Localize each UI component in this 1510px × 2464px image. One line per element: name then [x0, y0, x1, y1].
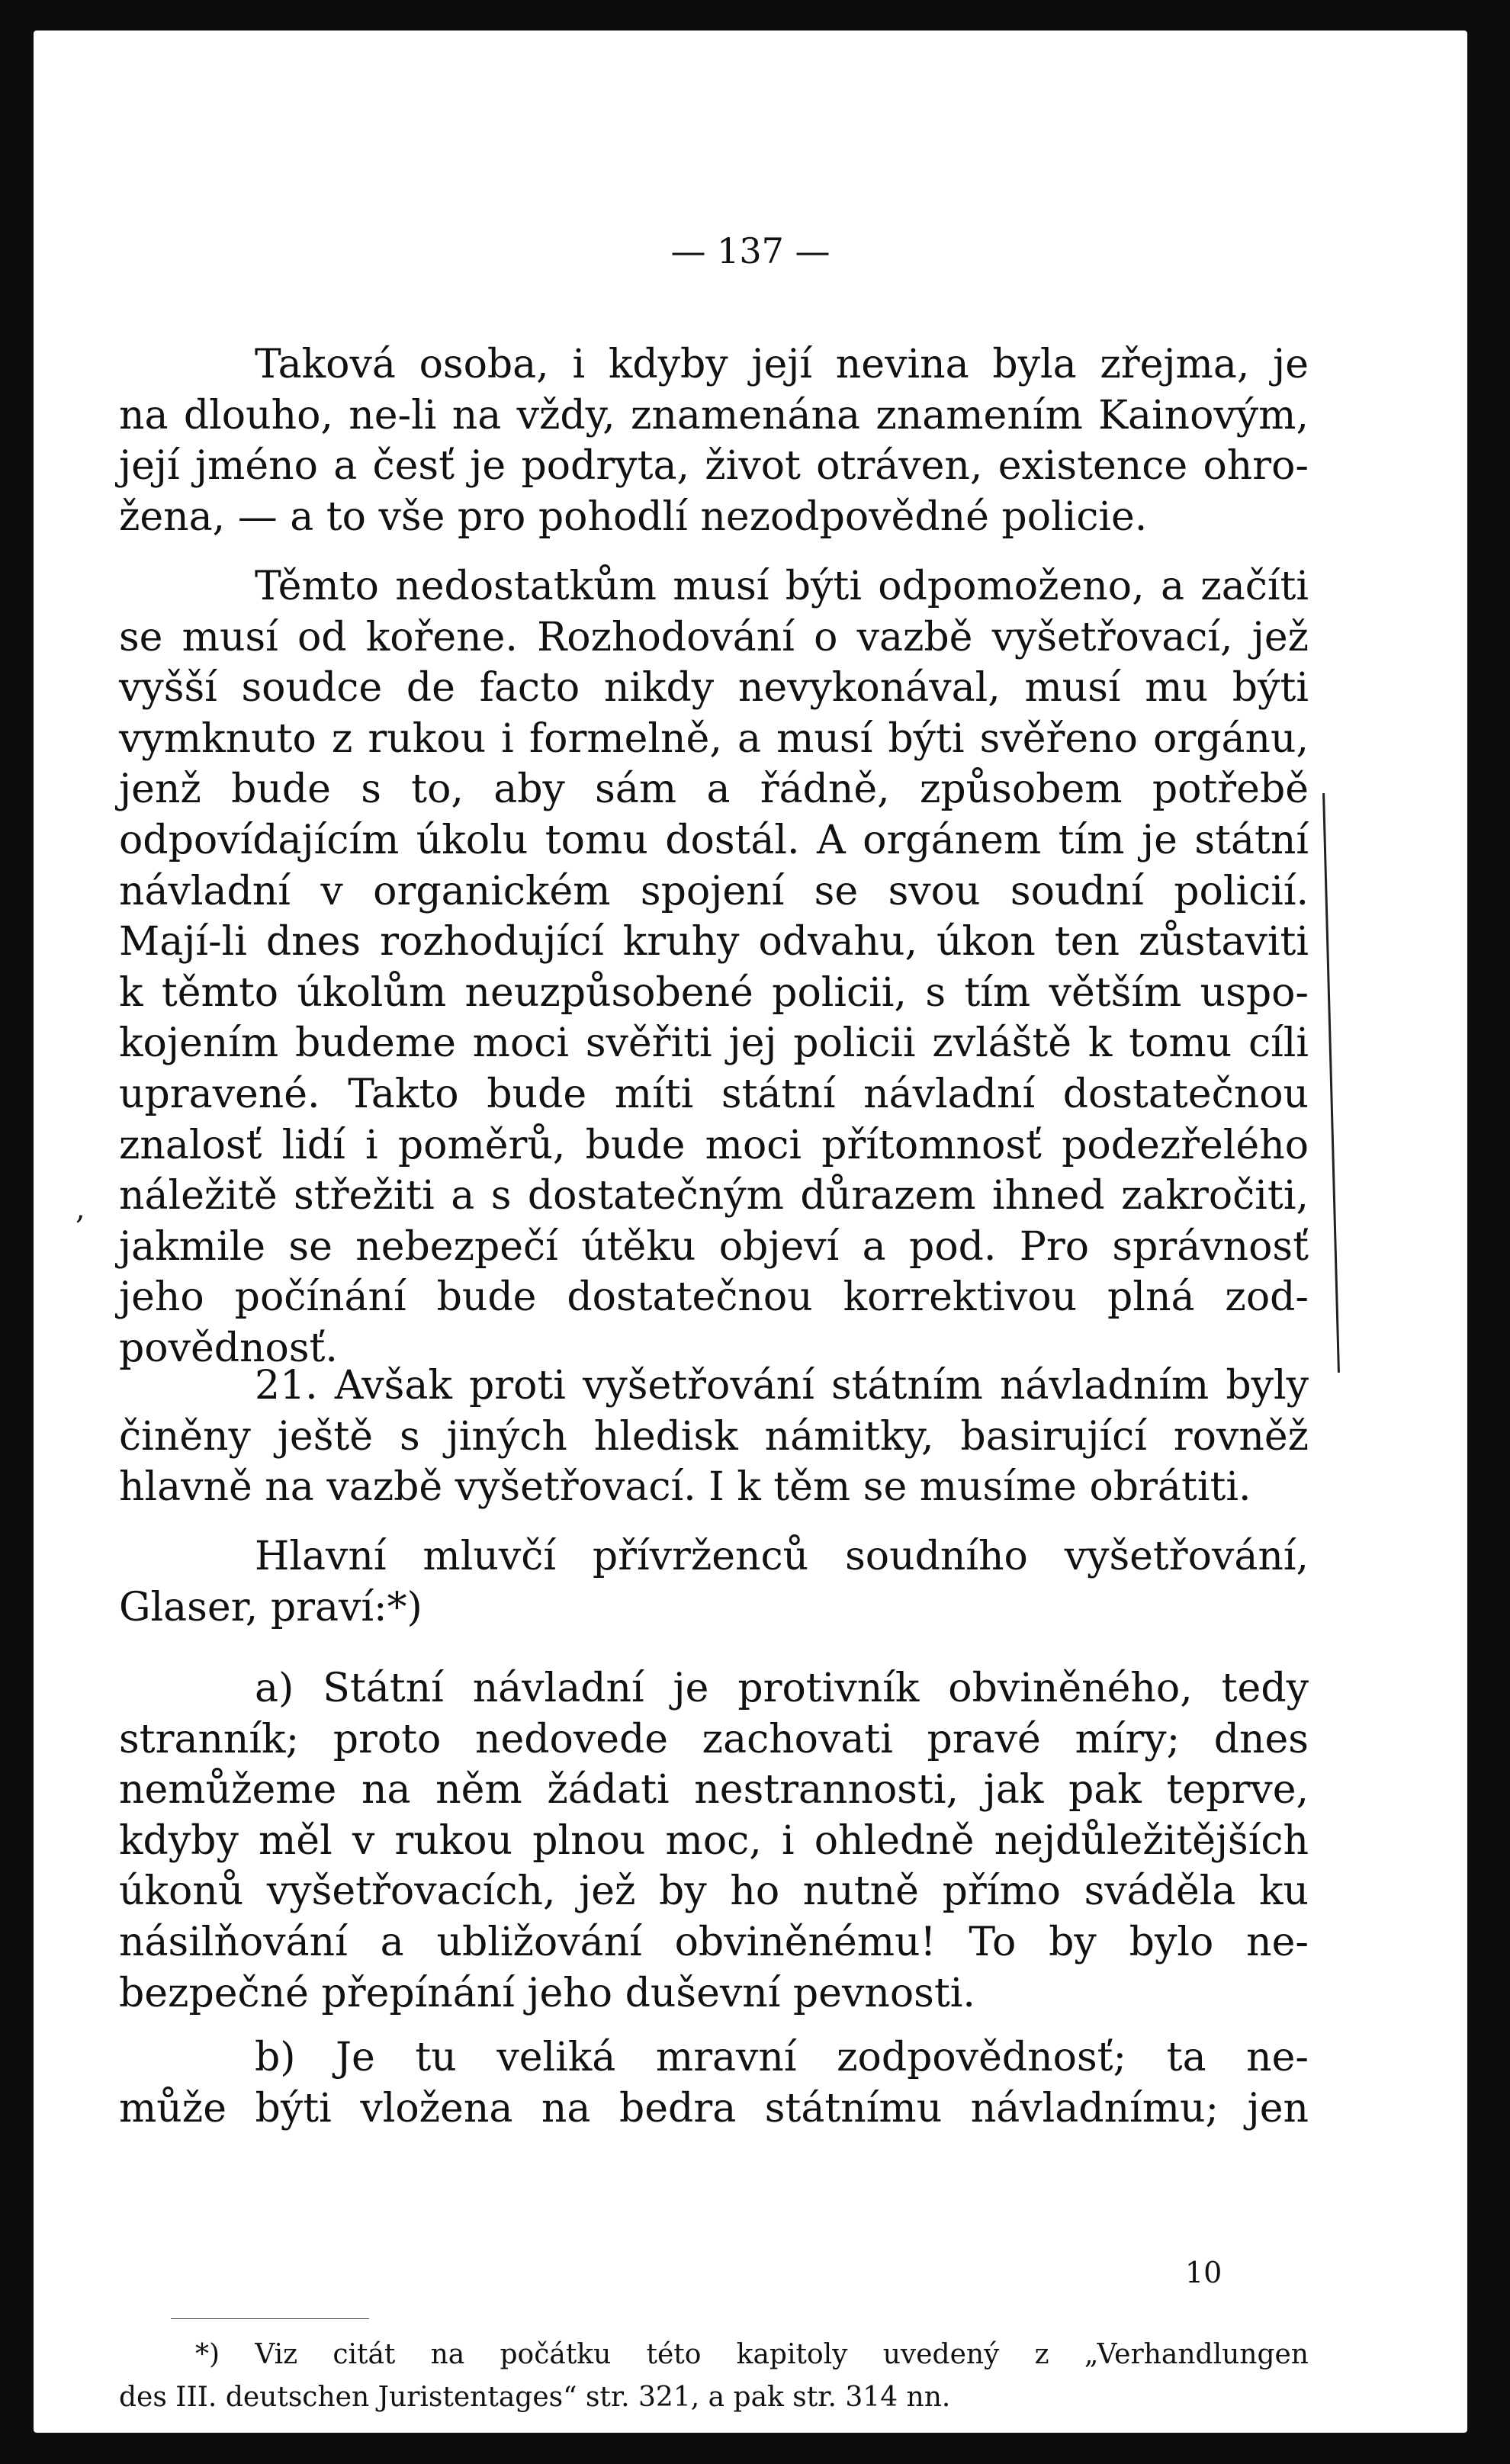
scanned-page — [34, 31, 1467, 2433]
text-line: Mají-li dnes rozhodující kruhy odvahu, úkon ten zůstaviti — [119, 919, 1309, 965]
text-line: povědnosť. — [119, 1325, 338, 1371]
text-line: Hlavní mluvčí přívrženců soudního vyšetřování, — [255, 1534, 1309, 1579]
paragraph-5 — [119, 1663, 1309, 2019]
text-line: b) Je tu veliká mravní zodpovědnosť; ta ne- — [255, 2035, 1309, 2080]
text-line: na dlouho, ne-li na vždy, znamenána znamením Kainovým, — [119, 392, 1309, 439]
text-line: 21. Avšak proti vyšetřování státním návladním byly — [255, 1363, 1309, 1409]
text-line: kojením budeme moci svěřiti jej policii zvláště k tomu cíli — [119, 1020, 1309, 1067]
text-line: Glaser, praví:*) — [119, 1584, 422, 1630]
text-line: náležitě střežiti a s dostatečným důrazem ihned zakročiti, — [119, 1173, 1309, 1219]
footnote-line: *) Viz citát na počátku této kapitoly uvedený z „Verhandlungen — [195, 2339, 1309, 2370]
text-line: se musí od kořene. Rozhodování o vazbě vyšetřovací, jež — [119, 614, 1309, 660]
text-line: stranník; proto nedovede zachovati pravé míry; dnes — [119, 1716, 1309, 1762]
text-line: úkonů vyšetřovacích, jež by ho nutně přímo sváděla ku — [119, 1868, 1309, 1915]
text-line: jakmile se nebezpečí útěku objeví a pod. Pro správnosť — [119, 1223, 1309, 1270]
text-line: upravené. Takto bude míti státní návladní dostatečnou — [119, 1071, 1309, 1117]
text-line: hlavně na vazbě vyšetřovací. I k těm se musíme obrátiti. — [119, 1464, 1251, 1511]
footnote-rule — [171, 2318, 369, 2319]
text-line: vyšší soudce de facto nikdy nevykonával, musí mu býti — [119, 665, 1309, 712]
margin-mark: , — [76, 1191, 85, 1226]
text-line: jenž bude s to, aby sám a řádně, způsobem potřebě — [119, 766, 1309, 813]
text-line: nemůžeme na něm žádati nestrannosti, jak pak teprve, — [119, 1767, 1309, 1813]
text-line: činěny ještě s jiných hledisk námitky, basirující rovněž — [119, 1413, 1309, 1460]
text-line: kdyby měl v rukou plnou moc, i ohledně nejdůležitějších — [119, 1817, 1309, 1864]
paragraph-2 — [119, 561, 1309, 1374]
text-line: k těmto úkolům neuzpůsobené policii, s tím větším uspo- — [119, 969, 1309, 1016]
text-line: jeho počínání bude dostatečnou korrektivou plná zod- — [119, 1274, 1309, 1321]
footnote-line: des III. deutschen Juristentages“ str. 321, a pak str. 314 nn. — [119, 2382, 951, 2413]
text-line: může býti vložena na bedra státnímu návladnímu; jen — [119, 2085, 1309, 2132]
signature-number: 10 — [1185, 2256, 1222, 2289]
text-line: její jméno a česť je podryta, život otráven, existence ohro- — [119, 443, 1309, 490]
text-line: Těmto nedostatkům musí býti odpomoženo, a začíti — [255, 564, 1309, 609]
text-line: návladní v organickém spojení se svou soudní policií. — [119, 868, 1309, 914]
text-line: znalosť lidí i poměrů, bude moci přítomnosť podezřelého — [119, 1122, 1309, 1168]
margin-pencil-line — [1322, 793, 1340, 1373]
page-number-header: — 137 — — [670, 230, 830, 271]
paragraph-1 — [119, 339, 1309, 542]
text-line: bezpečné přepínání jeho duševní pevnosti. — [119, 1970, 975, 2016]
paragraph-6 — [119, 2032, 1309, 2134]
paragraph-3 — [119, 1361, 1309, 1513]
text-line: žena, — a to vše pro pohodlí nezodpovědné policie. — [119, 493, 1148, 540]
paragraph-4 — [119, 1531, 1309, 1633]
text-line: odpovídajícím úkolu tomu dostál. A orgánem tím je státní — [119, 817, 1309, 863]
text-line: a) Státní návladní je protivník obviněného, tedy — [255, 1666, 1309, 1711]
text-line: vymknuto z rukou i formelně, a musí býti svěřeno orgánu, — [119, 715, 1309, 762]
text-line: násilňování a ubližování obviněnému! To by bylo ne- — [119, 1919, 1309, 1965]
text-line: Taková osoba, i kdyby její nevina byla zřejma, je — [255, 342, 1309, 387]
footnote — [119, 2334, 1309, 2419]
